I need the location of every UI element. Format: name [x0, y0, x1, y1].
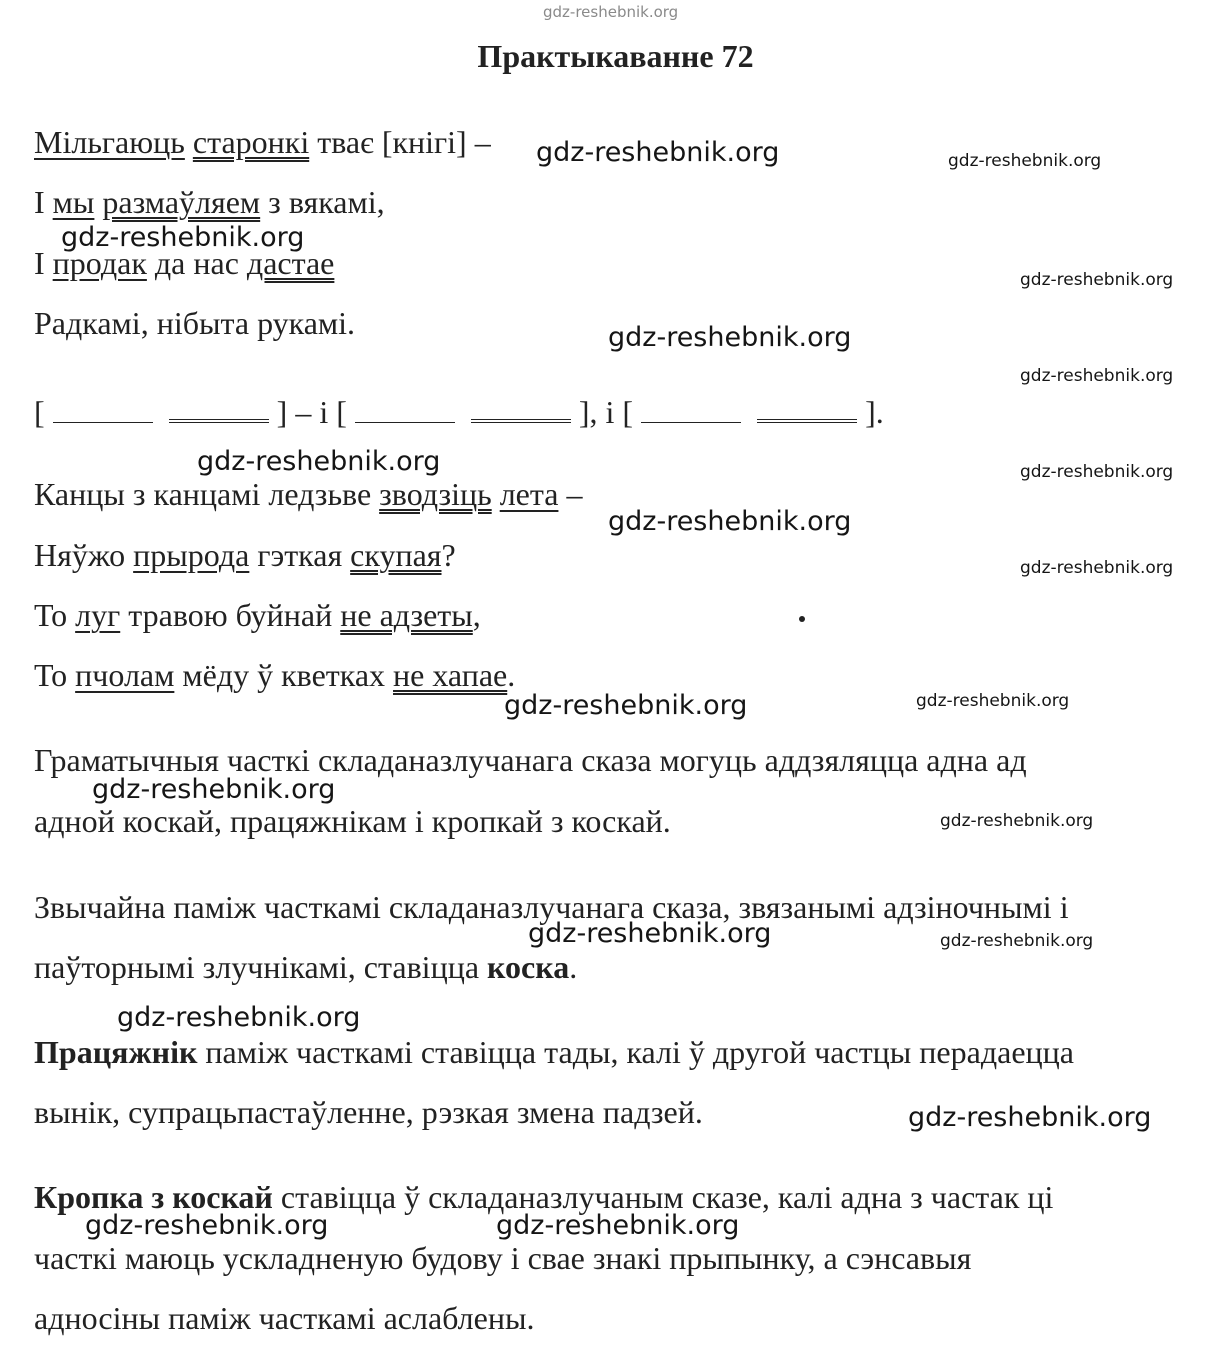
rule-2-line-1: Звычайна паміж часткамі складаназлучанага сказа, звязанымі адзіночнымі і [34, 889, 1069, 925]
line-text: То [34, 657, 76, 693]
subject-word: мы [52, 184, 95, 220]
rule-1-line-2: адной коскай, працяжнікам і кропкай з коскай. [34, 803, 671, 839]
line-text: з вякамі, [260, 184, 385, 220]
poem-line-8 [34, 655, 515, 695]
line-text: І [34, 184, 53, 220]
rule-2-line-2 [34, 947, 577, 987]
line-text: Няўжо [34, 537, 134, 573]
subject-blank [53, 394, 153, 423]
rule-1-line-1: Граматычныя часткі складаназлучанага сказа могуць аддзяляцца адна ад [34, 742, 1027, 778]
line-text: ? [441, 537, 456, 573]
subject-word: прырода [133, 537, 250, 573]
line-text: тває [кнігі] – [309, 124, 491, 160]
line-text: – [558, 476, 583, 512]
watermark: gdz-reshebnik.org [528, 918, 772, 949]
watermark: gdz-reshebnik.org [608, 322, 852, 353]
rule-4-line-2: часткі маюць ускладненую будову і свае знакі прыпынку, а сэнсавыя [34, 1240, 972, 1276]
scheme-separator: ], і [ [570, 394, 642, 430]
watermark: gdz-reshebnik.org [1020, 462, 1174, 482]
poem-line-6 [34, 535, 456, 575]
line-text: ставіцца ў складаназлучаным сказе, калі адна з частак ці [272, 1179, 1054, 1215]
predicate-word: старонкі [192, 124, 310, 160]
subject-word: лета [499, 476, 559, 512]
watermark: gdz-reshebnik.org [197, 446, 441, 477]
watermark: gdz-reshebnik.org [504, 690, 748, 721]
watermark-top: gdz-reshebnik.org [543, 3, 679, 21]
watermark: gdz-reshebnik.org [92, 774, 336, 805]
predicate-word: дастае [246, 245, 335, 281]
watermark: gdz-reshebnik.org [117, 1002, 361, 1033]
watermark: gdz-reshebnik.org [496, 1210, 740, 1241]
line-text: То [34, 597, 76, 633]
predicate-blank [471, 393, 571, 423]
predicate-word: размаўляем [102, 184, 261, 220]
line-text: паўторнымі злучнікамі, ставіцца [34, 949, 488, 985]
line-text: І [34, 245, 53, 281]
line-text: травою буйнай [120, 597, 341, 633]
subject-word: Мільгаюць [34, 124, 185, 160]
rule-3-line-2: вынік, супрацьпастаўленне, рэзкая змена падзей. [34, 1094, 703, 1130]
term-dash: Працяжнік [34, 1034, 198, 1070]
watermark: gdz-reshebnik.org [608, 506, 852, 537]
predicate-word: зводзіць [379, 476, 492, 512]
line-text: паміж часткамі ставіцца тады, калі ў другой частцы перадаецца [197, 1034, 1074, 1070]
line-text: . [569, 949, 578, 985]
scheme-separator: ] – і [ [268, 394, 355, 430]
sentence-scheme [34, 392, 884, 432]
scheme-bracket: [ [34, 394, 53, 430]
line-text: гэткая [249, 537, 351, 573]
watermark: gdz-reshebnik.org [940, 931, 1094, 951]
poem-line-4: Радкамі, нібыта рукамі. [34, 305, 356, 341]
subject-blank [641, 394, 741, 423]
predicate-blank [757, 393, 857, 423]
predicate-word: скупая [350, 537, 442, 573]
line-text: мёду ў кветках [174, 657, 394, 693]
watermark: gdz-reshebnik.org [948, 151, 1102, 171]
subject-word: продак [52, 245, 147, 281]
watermark: gdz-reshebnik.org [1020, 270, 1174, 290]
poem-line-1 [34, 122, 491, 162]
stray-dot [799, 616, 805, 622]
term-comma: коска [487, 949, 570, 985]
watermark: gdz-reshebnik.org [908, 1102, 1152, 1133]
predicate-blank [169, 393, 269, 423]
predicate-word: не адзеты [340, 597, 473, 633]
watermark: gdz-reshebnik.org [536, 137, 780, 168]
poem-line-7 [34, 595, 481, 635]
watermark: gdz-reshebnik.org [61, 222, 305, 253]
rule-3-line-1 [34, 1032, 1074, 1072]
watermark: gdz-reshebnik.org [940, 811, 1094, 831]
subject-word: луг [75, 597, 121, 633]
subject-blank [355, 394, 455, 423]
poem-line-5 [34, 474, 582, 514]
watermark: gdz-reshebnik.org [1020, 366, 1174, 386]
page-title: Практыкаванне 72 [477, 38, 754, 74]
watermark: gdz-reshebnik.org [1020, 558, 1174, 578]
line-text: Канцы з канцамі ледзьве [34, 476, 380, 512]
term-semicolon: Кропка з коскай [34, 1179, 273, 1215]
line-text: . [507, 657, 516, 693]
subject-word: пчолам [75, 657, 175, 693]
poem-line-2 [34, 182, 385, 222]
watermark: gdz-reshebnik.org [916, 691, 1070, 711]
predicate-word: не хапае [393, 657, 508, 693]
line-text: , [472, 597, 481, 633]
rule-4-line-3: адносіны паміж часткамі аслаблены. [34, 1300, 535, 1336]
scheme-bracket: ]. [857, 394, 884, 430]
line-text: да нас [146, 245, 247, 281]
watermark: gdz-reshebnik.org [85, 1210, 329, 1241]
